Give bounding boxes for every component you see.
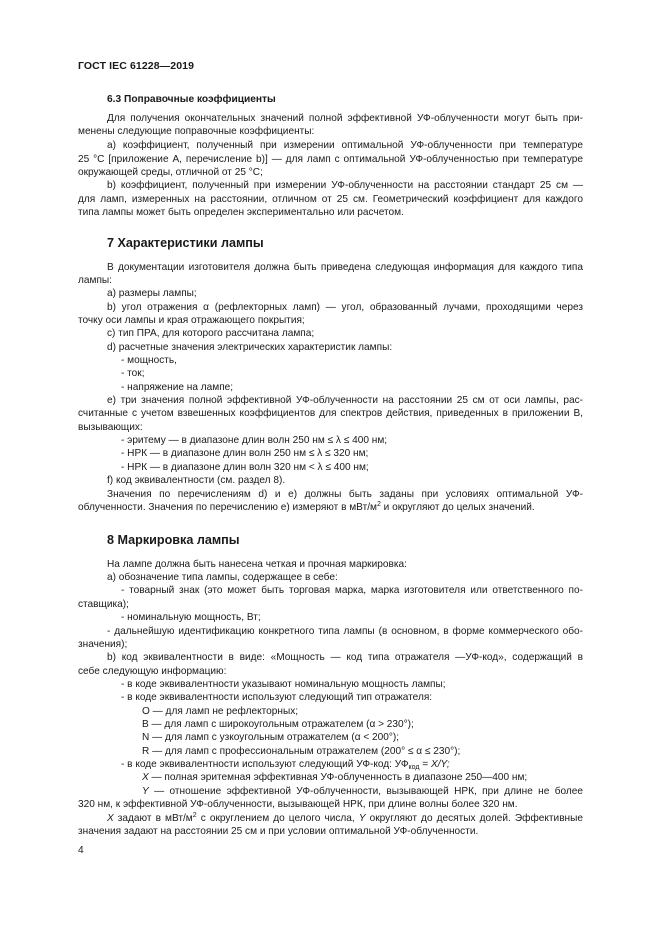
s7-item-e-dash-2: - НРК — в диапазоне длин волн 250 нм ≤ λ ≤ 320 нм;	[121, 448, 369, 459]
section-8-title: 8 Маркировка лампы	[107, 533, 240, 547]
s7-item-a: a) размеры лампы;	[107, 288, 197, 299]
s7-item-d-dash-2: - ток;	[121, 368, 145, 379]
s7-line-2: лампы:	[78, 275, 112, 286]
s63-item-a-line-2: 25 °С [приложение А, перечисление b)] — для ламп с оптимальной УФ-облученностью при температуре	[78, 154, 583, 165]
s8-item-a-dash-1-line-2: ставщика);	[78, 599, 129, 610]
s8-uv-code-y-line-2: 320 нм, к эффективной УФ-облученности, вызывающей НРК, при длине волны более 320 нм.	[78, 799, 518, 810]
s8-item-b-dash-2: - в коде эквивалентности используют следующий тип отражателя:	[121, 692, 433, 703]
s8-item-a-dash-2: - номинальную мощность, Вт;	[121, 612, 261, 623]
s8-reflector-o: О — для ламп не рефлекторных;	[142, 706, 299, 717]
s7-item-b-line-1: b) угол отражения α (рефлекторных ламп) — угол, образованный лучами, проходящими через	[107, 302, 583, 313]
s8-reflector-b: В — для ламп с широкоугольным отражателем (α > 230°);	[142, 719, 414, 730]
s8-item-a: а) обозначение типа лампы, содержащее в себе:	[107, 572, 338, 583]
s7-note-line-2: облученности. Значения по перечислению е) измеряют в мВт/$м^2$ и округляют до целых значений.	[78, 501, 535, 513]
s8-item-b-line-2: себе следующую информацию:	[78, 666, 227, 677]
s8-item-b-dash-3: - в коде эквивалентности используют следующий УФ-код: $УФ_{код} = X/Y$;	[121, 759, 450, 771]
s7-item-d-dash-1: - мощность,	[121, 355, 177, 366]
s7-item-d-dash-3: - напряжение на лампе;	[121, 382, 234, 393]
s8-item-b-dash-1: - в коде эквивалентности указывают номинальную мощность лампы;	[121, 679, 446, 690]
s7-item-e-line-2: считанные с учетом взвешенных коэффициентов для спектров действия, приведенных в приложении В,	[78, 408, 583, 419]
s8-reflector-n: N — для ламп с узкоугольным отражателем (α < 200°);	[142, 732, 400, 743]
s8-reflector-r: R — для ламп с профессиональным отражателем (200° ≤ α ≤ 230°);	[142, 746, 461, 757]
section-6-3-title: 6.3 Поправочные коэффициенты	[107, 94, 276, 105]
s8-uv-code-y-line-1: Y — отношение эффективной УФ-облученности, вызывающей НРК, при длине не более	[142, 786, 583, 797]
s8-item-b-line-1: b) код эквивалентности в виде: «Мощность — код типа отражателя —УФ-код», содержащий в	[107, 652, 583, 663]
s63-item-a-line-3: окружающей среды, отличной от 25 °С;	[78, 167, 263, 178]
section-7-title: 7 Характеристики лампы	[107, 236, 264, 250]
s8-uv-code-x: X — полная эритемная эффективная УФ-облученность в диапазоне 250—400 нм;	[142, 772, 528, 783]
s7-item-b-line-2: точку оси лампы и края отражающего покрытия;	[78, 315, 305, 326]
s7-item-d: d) расчетные значения электрических характеристик лампы:	[107, 342, 393, 353]
s7-note-line-1: Значения по перечислениям d) и е) должны быть заданы при условиях оптимальной УФ-	[107, 489, 583, 500]
s8-item-a-dash-3-line-2: значения);	[78, 639, 128, 650]
s8-rounding-line-2: значения задают на расстоянии 25 см и при условии оптимальной УФ-облученности.	[78, 826, 479, 837]
s7-line-1: В документации изготовителя должна быть приведена следующая информация для каждого типа	[107, 262, 583, 273]
s63-item-b-line-3: типа лампы может быть определен экспериментально или расчетом.	[78, 207, 404, 218]
page-number: 4	[78, 845, 84, 856]
s7-item-c: c) тип ПРА, для которого рассчитана лампа;	[107, 328, 315, 339]
s7-item-f: f) код эквивалентности (см. раздел 8).	[107, 475, 286, 486]
s7-item-e-dash-3: - НРК — в диапазоне длин волн 320 нм < λ ≤ 400 нм;	[121, 462, 369, 473]
s8-item-a-dash-3-line-1: - дальнейшую идентификацию конкретного типа лампы (в основном, в форме коммерческого обо-	[107, 626, 583, 637]
s7-item-e-line-3: вызывающих:	[78, 422, 143, 433]
s7-item-e-dash-1: - эритему — в диапазоне длин волн 250 нм ≤ λ ≤ 400 нм;	[121, 435, 388, 446]
s63-item-b-line-1: b) коэффициент, полученный при измерении УФ-облученности на расстоянии стандарт 25 см —	[107, 180, 583, 191]
s8-item-a-dash-1-line-1: - товарный знак (это может быть торговая марка, марка изготовителя или ответственного по-	[121, 585, 583, 596]
s63-item-b-line-2: для ламп, измеренных на расстоянии, отличном от 25 см. Геометрический коэффициент для каждого	[78, 194, 583, 205]
s63-line-2: менены следующие поправочные коэффициенты:	[78, 126, 315, 137]
s8-line-1: На лампе должна быть нанесена четкая и прочная маркировка:	[107, 559, 407, 570]
s7-item-e-line-1: e) три значения полной эффективной УФ-облученности на расстоянии 25 см от оси лампы, рас-	[107, 395, 583, 406]
s63-line-1: Для получения окончательных значений полной эффективной УФ-облученности могут быть при-	[107, 113, 583, 124]
s8-rounding-line-1: X задают в мВт/$м^2$ с округлением до целого числа, Y округляют до десятых долей. Эффективные	[107, 812, 584, 824]
s63-item-a-line-1: a) коэффициент, полученный при измерении оптимальной УФ-облученности при температуре	[107, 140, 583, 151]
document-header: ГОСТ IEC 61228—2019	[78, 60, 195, 72]
